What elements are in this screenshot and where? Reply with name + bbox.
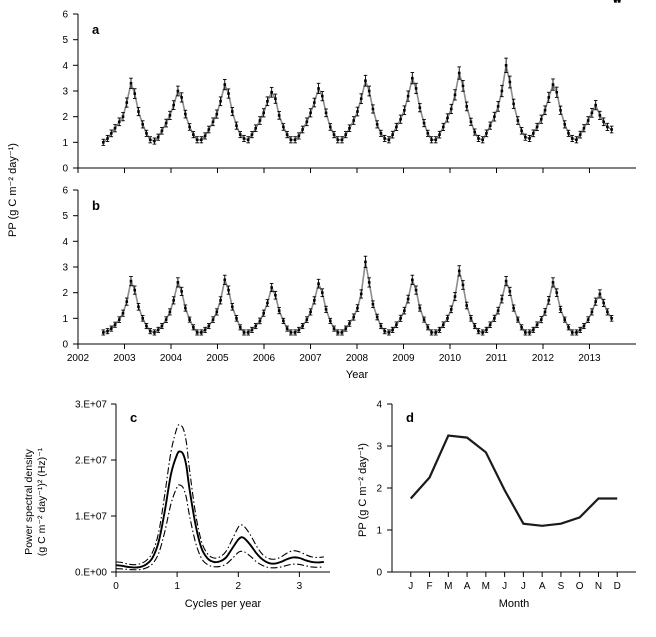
spectrum-dash-dot xyxy=(116,425,324,565)
svg-text:2: 2 xyxy=(235,581,242,592)
panel-c-svg xyxy=(18,390,348,630)
svg-text:3: 3 xyxy=(62,262,68,274)
svg-text:2012: 2012 xyxy=(531,353,555,364)
panel-b-y-ticks xyxy=(62,186,78,351)
svg-text:1.E+07: 1.E+07 xyxy=(75,511,107,523)
panel-b-x-ticks xyxy=(67,344,601,364)
svg-text:2007: 2007 xyxy=(299,353,322,364)
svg-text:3.E+07: 3.E+07 xyxy=(75,399,107,411)
svg-text:2: 2 xyxy=(62,288,68,300)
x-axis-title-year: Year xyxy=(345,369,369,380)
svg-text:2: 2 xyxy=(376,483,382,495)
svg-text:0.E+00: 0.E+00 xyxy=(75,567,107,579)
panel-d-series xyxy=(411,436,617,526)
svg-text:M: M xyxy=(481,581,491,592)
svg-text:M: M xyxy=(444,581,453,592)
svg-text:N: N xyxy=(594,581,603,592)
panel-c-ylabel-line2: (g C m⁻² day⁻¹)² (Hz)⁻¹ xyxy=(36,447,48,557)
svg-text:4: 4 xyxy=(62,236,68,248)
svg-text:1: 1 xyxy=(376,525,382,537)
panel-c-series xyxy=(116,425,324,570)
svg-text:2008: 2008 xyxy=(345,353,369,364)
panel-letter-d: d xyxy=(406,410,414,425)
svg-text:4: 4 xyxy=(376,399,382,411)
svg-text:F: F xyxy=(426,581,433,592)
svg-text:J: J xyxy=(502,581,508,592)
svg-text:6: 6 xyxy=(62,185,68,197)
svg-text:2011: 2011 xyxy=(485,353,508,364)
svg-text:2005: 2005 xyxy=(206,353,229,364)
panel-d-xlabel: Month xyxy=(498,598,530,610)
panel-d-x-ticks xyxy=(408,572,621,592)
panel-letter-b: b xyxy=(92,198,100,213)
svg-text:2009: 2009 xyxy=(392,353,415,364)
svg-text:0: 0 xyxy=(62,339,68,351)
svg-text:3: 3 xyxy=(376,441,382,453)
svg-text:0: 0 xyxy=(113,581,119,592)
svg-text:A: A xyxy=(538,581,546,592)
panel-c-xlabel: Cycles per year xyxy=(184,598,262,610)
svg-text:0: 0 xyxy=(62,163,68,175)
svg-text:1: 1 xyxy=(62,313,68,325)
panel-a-x-ticks xyxy=(78,168,590,173)
svg-text:2: 2 xyxy=(62,112,68,124)
panel-d-y-ticks xyxy=(376,400,392,579)
y-axis-title-ab: PP (g C m⁻² day⁻¹) xyxy=(7,143,19,237)
panel-c xyxy=(18,390,348,630)
svg-text:2010: 2010 xyxy=(438,353,462,364)
panel-c-x-ticks xyxy=(113,572,302,592)
svg-text:3: 3 xyxy=(296,581,303,592)
monthly-series-path xyxy=(411,436,617,526)
svg-text:1: 1 xyxy=(62,137,68,149)
svg-text:O: O xyxy=(575,581,584,592)
svg-text:J: J xyxy=(408,581,414,592)
svg-text:A: A xyxy=(463,581,471,592)
svg-text:S: S xyxy=(557,581,565,592)
svg-text:2013: 2013 xyxy=(578,353,601,364)
panel-c-ylabel-line1: Power spectral density xyxy=(23,449,35,555)
panel-a-group xyxy=(62,0,636,175)
svg-text:J: J xyxy=(520,581,526,592)
panel-a-series xyxy=(102,0,621,145)
svg-text:4: 4 xyxy=(62,60,68,72)
spectrum-solid xyxy=(116,451,324,567)
panel-d-svg xyxy=(348,390,648,630)
svg-text:0: 0 xyxy=(376,567,382,579)
svg-text:2002: 2002 xyxy=(66,353,90,364)
svg-text:1: 1 xyxy=(174,581,180,592)
panel-b-group xyxy=(62,0,636,364)
svg-text:2003: 2003 xyxy=(113,353,136,364)
panel-letter-c: c xyxy=(130,410,138,425)
panel-d-ylabel: PP (g C m⁻² day⁻¹) xyxy=(357,443,369,537)
svg-text:D: D xyxy=(613,581,621,592)
svg-text:2006: 2006 xyxy=(252,353,276,364)
panel-letter-a: a xyxy=(92,22,100,37)
svg-text:5: 5 xyxy=(62,35,68,47)
panel-c-axes xyxy=(116,404,330,572)
panel-a-axes xyxy=(78,14,636,168)
panel-d-axes xyxy=(392,404,636,572)
svg-text:2.E+07: 2.E+07 xyxy=(75,455,107,467)
panel-c-y-ticks xyxy=(75,400,116,579)
panel-b-axes xyxy=(78,190,636,344)
svg-text:2004: 2004 xyxy=(159,353,183,364)
svg-text:5: 5 xyxy=(62,211,68,223)
svg-text:6: 6 xyxy=(62,9,68,21)
panel-a-y-ticks xyxy=(62,10,78,175)
svg-text:3: 3 xyxy=(62,86,68,98)
panel-d xyxy=(348,390,648,630)
